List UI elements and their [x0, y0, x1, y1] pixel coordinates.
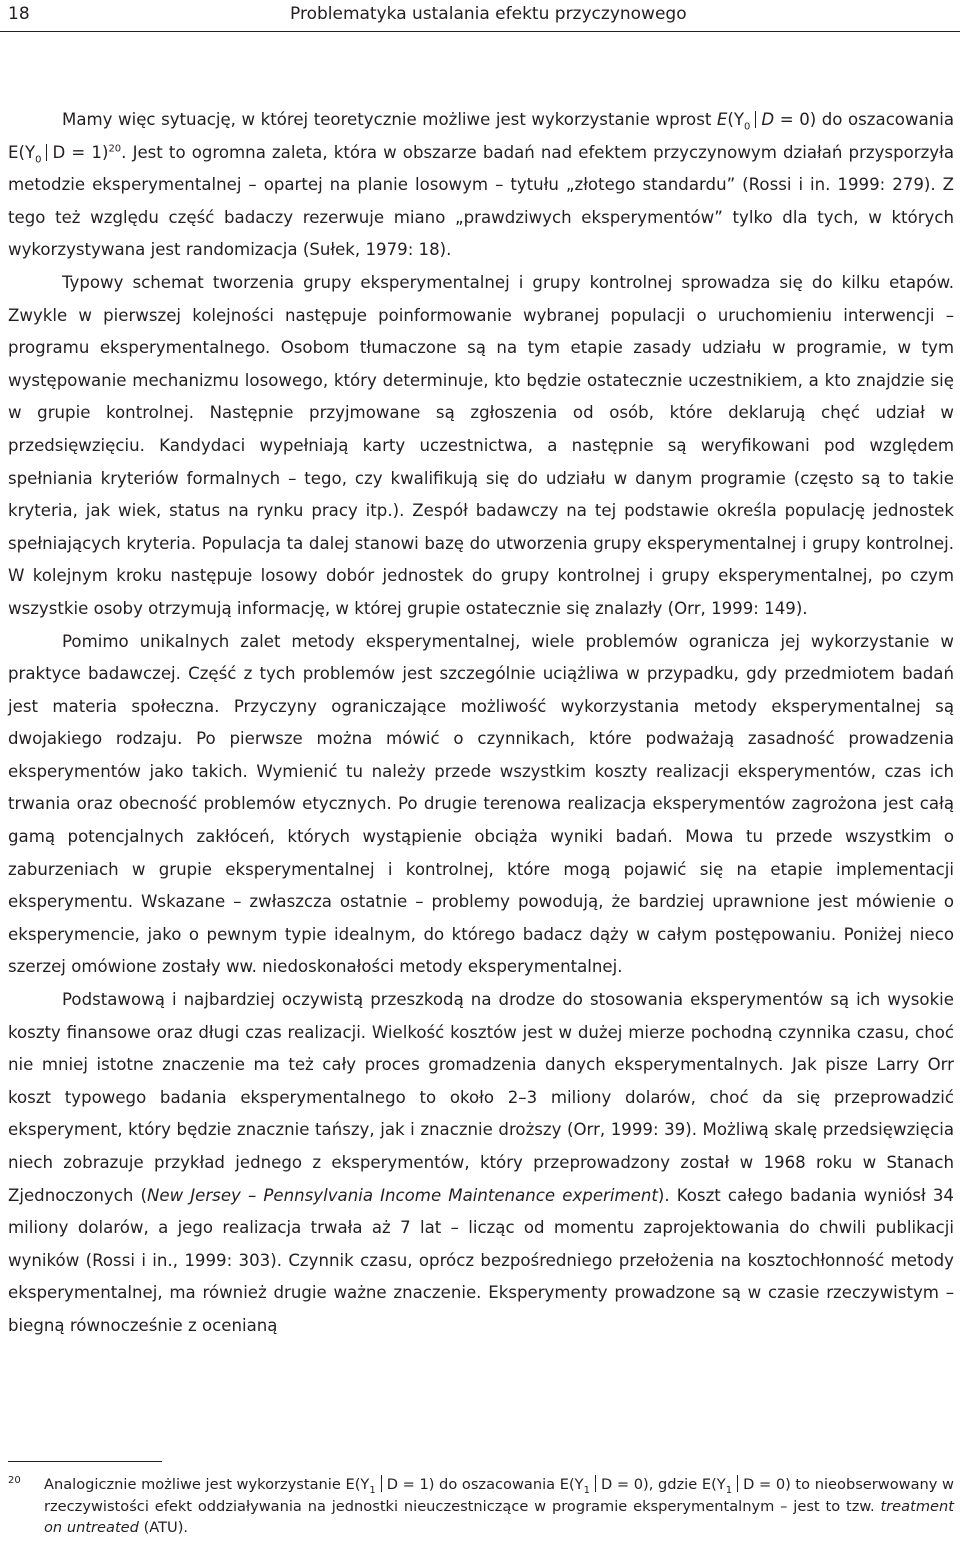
header-rule: [0, 31, 960, 32]
text-run: Podstawową i najbardziej oczywistą przeszkodą na drodze do stosowania eksperymentów są ich wysokie koszty finansowe oraz długi czas realizacji. Wielkość kosztów jest w dużej mierze pochodną czynnika czasu, choć nie mniej istotne znaczenie ma też cały proces gromadzenia danych eksperymentalnych. Jak pisze Larry Orr koszt typowego badania eksperymentalnego to około 2–3 miliony dolarów, choć da się przeprowadzić eksperyment, który będzie znacznie tańszy, jak i znacznie droższy (Orr, 1999: 39). Możliwą skalę przedsięwzięcia niech zobrazuje przykład jednego z eksperymentów, który przeprowadzony został w 1968 roku w Stanach Zjednoczonych (: [8, 990, 954, 1205]
text-run: ). Koszt całego badania wyniósł 34 miliony dolarów, a jego realizacja trwała aż 7 lat – licząc od momentu zaprojektowania do chwili publikacji wyników (Rossi i in., 1999: 303). Czynnik czasu, oprócz bezpośredniego przełożenia na kosztochłonność metody eksperymentalnej, ma również drugie ważne znaczenie. Eksperymenty prowadzone są w czasie rzeczywistym – biegną równocześnie z ocenianą: [8, 1185, 954, 1335]
text-run: Mamy więc sytuację, w której teoretycznie możliwe jest wykorzystanie wprost: [62, 110, 717, 129]
footnote-rule: [8, 1461, 162, 1462]
math-symbol: D: [52, 142, 66, 162]
italic-text: treatment on untreated: [44, 1497, 954, 1536]
math-subscript: 1: [725, 1484, 733, 1496]
text-run: D = 0), gdzie E(Y: [600, 1476, 726, 1493]
text-run: D = 1) do oszacowania E(Y: [386, 1476, 584, 1493]
paragraph-4: [8, 984, 954, 1343]
paragraph-2: Typowy schemat tworzenia grupy eksperymentalnej i grupy kontrolnej sprowadza się do kilku etapów. Zwykle w pierwszej kolejności następuje poinformowanie wybranej populacji o uruchomieniu interwencji – programu eksperymentalnego. Osobom tłumaczone są na tym etapie zasady udziału w programie, w tym występowanie mechanizmu losowego, który determinuje, kto będzie ostatecznie uczestnikiem, a kto znajdzie się w grupie kontrolnej. Następnie przyjmowane są zgłoszenia od osób, które deklarują chęć udział w przedsięwzięciu. Kandydaci wypełniają karty uczestnictwa, a następnie są weryfikowani pod względem spełniania kryteriów formalnych – tego, czy kwalifikują się do udziału w danym programie (często są to takie kryteria, jak wiek, status na rynku pracy itp.). Zespół badawczy na tej podstawie określa populację jednostek spełniających kryteria. Populacja ta dalej stanowi bazę do utworzenia grupy eksperymentalnej i grupy kontrolnej. W kolejnym kroku następuje losowy dobór jednostek do grupy kontrolnej i grupy eksperymentalnej, po czym wszystkie osoby otrzymują informację, w której grupie ostatecznie się znalazły (Orr, 1999: 149).: [8, 272, 954, 618]
text-run: D = 0) to nieobserwowany w rzeczywistości efekt oddziaływania na jednostki nieuczestniczące w programie eksperymentalnym – jest to tzw.: [44, 1476, 954, 1515]
text-run: (ATU).: [138, 1519, 189, 1536]
text-run: = 0) do oszacowania: [774, 110, 954, 129]
body-text: [8, 104, 954, 1343]
running-title: Problematyka ustalania efektu przyczynowego: [290, 4, 687, 24]
paragraph-1: [8, 104, 954, 267]
footnote-text: [44, 1474, 954, 1539]
math-subscript: 1: [583, 1484, 590, 1496]
math-symbol: D: [761, 110, 775, 129]
conditional-bar: [737, 1475, 738, 1492]
math-subscript: 0: [744, 121, 751, 133]
text-run: = 1): [65, 142, 109, 162]
page-header: [0, 0, 960, 30]
paragraph-3: Pomimo unikalnych zalet metody eksperymentalnej, wiele problemów ogranicza jej wykorzystanie w praktyce badawczej. Część z tych problemów jest szczególnie uciążliwa w przypadku, gdy przedmiotem badań jest materia społeczna. Przyczyny ograniczające możliwość wykorzystania metody eksperymentalnej są dwojakiego rodzaju. Po pierwsze można mówić o czynnikach, które podważają zasadność prowadzenia eksperymentów jako takich. Wymienić tu należy przede wszystkim koszty realizacji eksperymentów, czas ich trwania oraz obecność problemów etycznych. Po drugie terenowa realizacja eksperymentów zagrożona jest całą gamą potencjalnych zakłóceń, których wystąpienie obciąża wyniki badań. Mowa tu przede wszystkim o zaburzeniach w grupie eksperymentalnej i kontrolnej, które mogą pojawić się na etapie implementacji eksperymentu. Wskazane – zwłaszcza ostatnie – problemy powodują, że bardziej uprawnione jest mówienie o eksperymencie, jako o pewnym typie idealnym, do którego badacz dąży w całym postępowaniu. Poniżej nieco szerzej omówione zostały ww. niedoskonałości metody eksperymentalnej.: [8, 631, 954, 977]
footnote: [8, 1474, 954, 1539]
math-subscript: 1: [369, 1484, 376, 1496]
math-subscript: 0: [35, 153, 42, 165]
math-symbol: E(Y: [8, 142, 36, 162]
italic-text: New Jersey – Pennsylvania Income Maintenance experiment: [146, 1185, 658, 1205]
conditional-bar: [46, 144, 47, 161]
conditional-bar: [381, 1475, 382, 1492]
text-run: Analogicznie możliwe jest wykorzystanie E(Y: [44, 1476, 370, 1493]
conditional-bar: [755, 111, 756, 128]
footnote-reference[interactable]: 20: [108, 143, 122, 155]
conditional-bar: [595, 1475, 596, 1492]
text-run: . Jest to ogromna zaleta, która w obszarze badań nad efektem przyczynowym działań przysporzyła metodzie eksperymentalnej – opartej na planie losowym – tytułu „złotego standardu” (Rossi i in. 1999: 279). Z tego też względu część badaczy rezerwuje miano „prawdziwych eksperymentów” tylko dla tych, w których wykorzystywana jest randomizacja (Sułek, 1979: 18).: [8, 142, 954, 260]
math-symbol: (Y: [727, 110, 745, 129]
math-symbol: E: [716, 110, 728, 129]
page-number: 18: [8, 4, 30, 24]
footnote-mark: 20: [8, 1475, 21, 1486]
